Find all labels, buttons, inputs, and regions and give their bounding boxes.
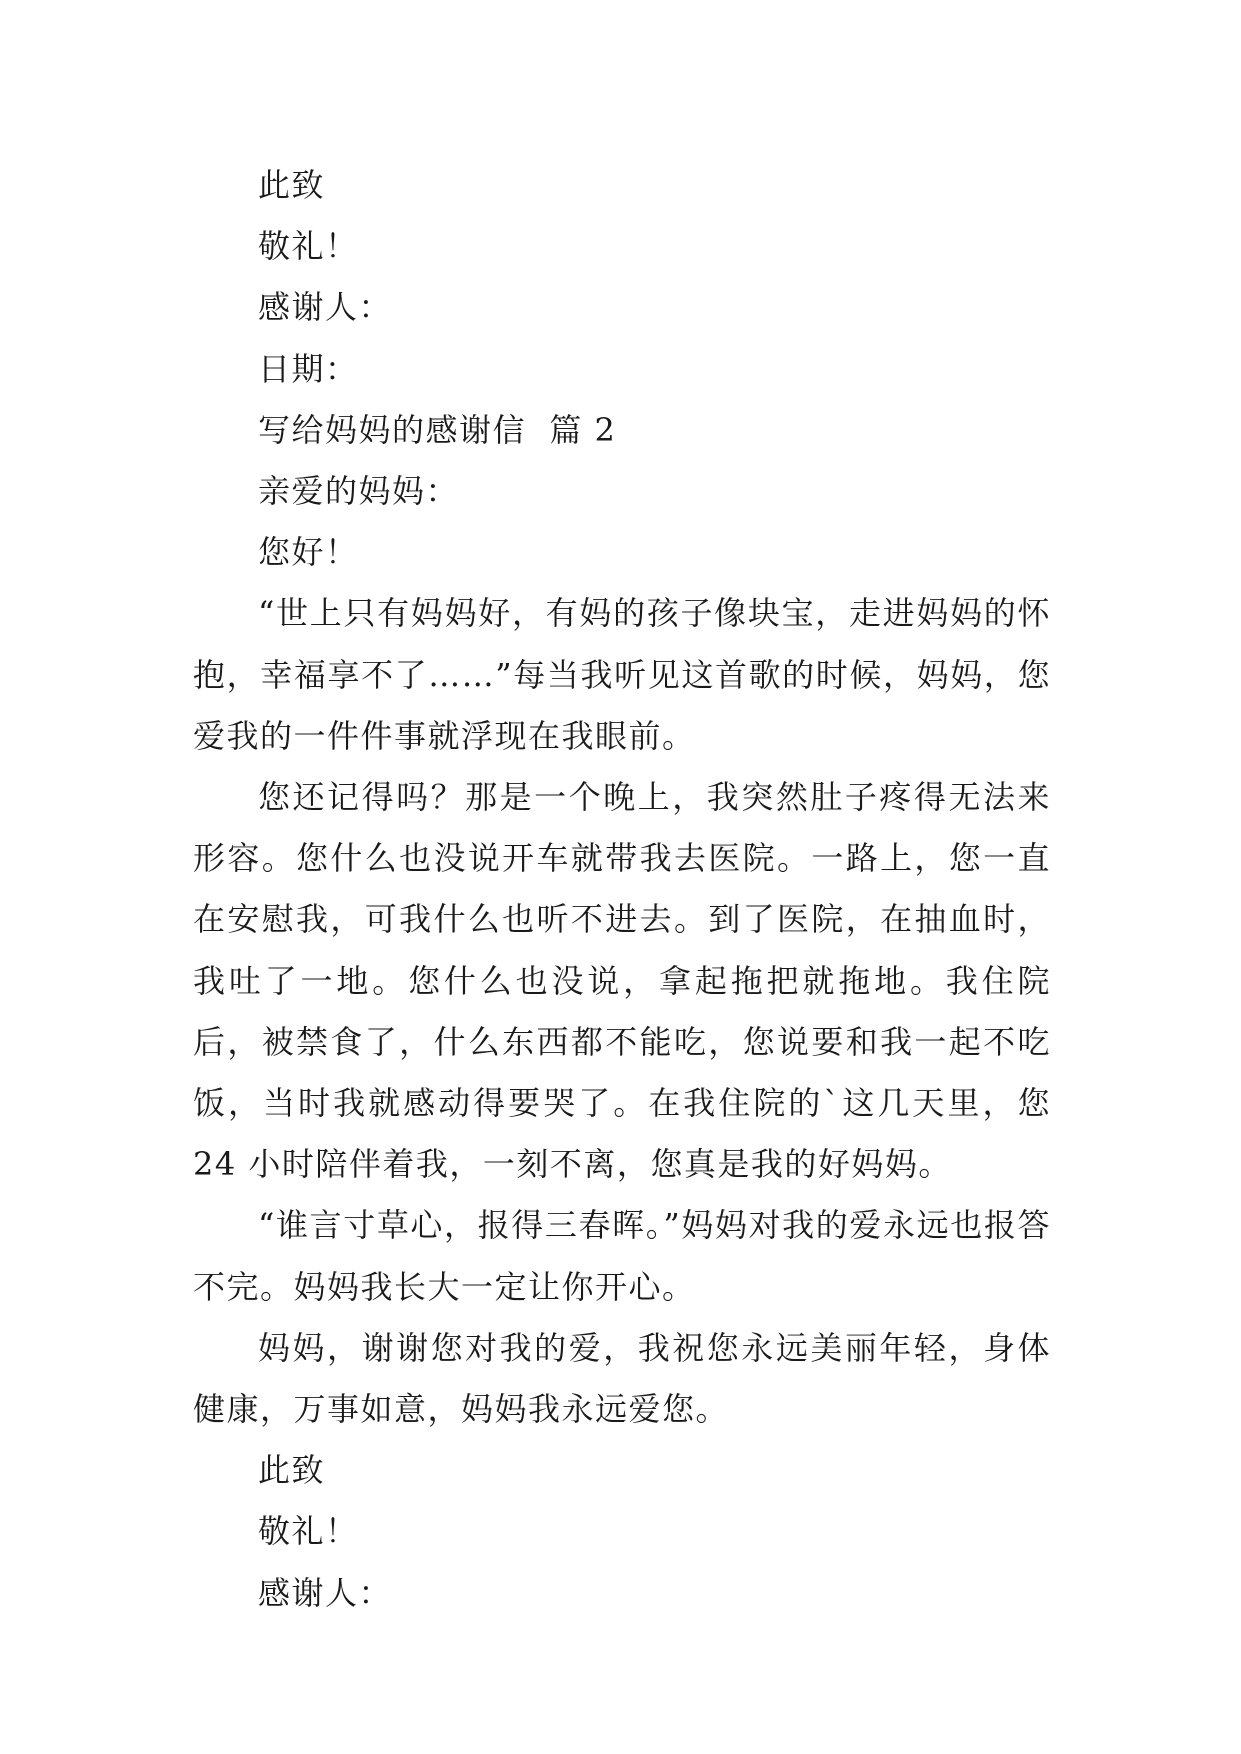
paragraph-thanks: 妈妈，谢谢您对我的爱，我祝您永远美丽年轻，身体健康，万事如意，妈妈我永远爱您。 <box>193 1328 1051 1429</box>
closing-line-cizhi: 此致 <box>258 166 326 204</box>
greeting: 您好！ <box>258 533 359 572</box>
closing-2-line-sender: 感谢人： <box>258 1573 393 1612</box>
closing-2-line-jingli: 敬礼！ <box>258 1512 359 1551</box>
paragraph-hospital: 您还记得吗？那是一个晚上，我突然肚子疼得无法来形容。您什么也没说开车就带我去医院。一路上，您一直在安慰我，可我什么也听不进去。到了医院，在抽血时，我吐了一地。您什么也没说，拿起拖把就拖地。我住院后，被禁食了，什么东西都不能吃，您说要和我一起不吃饭，当时我就感动得要哭了。在我住院的`这几天里，您 24 小时陪伴着我，一刻不离，您真是我的好妈妈。 <box>193 778 1051 1184</box>
salutation: 亲爱的妈妈： <box>258 472 460 511</box>
closing-2-line-cizhi: 此致 <box>258 1451 326 1490</box>
closing-line-date: 日期： <box>258 349 359 388</box>
paragraph-poem: “谁言寸草心，报得三春晖。”妈妈对我的爱永远也报答不完。妈妈我长大一定让你开心。 <box>193 1206 1051 1306</box>
letter-title: 写给妈妈的感谢信 篇 2 <box>258 410 617 449</box>
paragraph-song: “世上只有妈妈好，有妈的孩子像块宝，走进妈妈的怀抱，幸福享不了……”每当我听见这首歌的时候，妈妈，您爱我的一件件事就浮现在我眼前。 <box>193 594 1051 755</box>
closing-line-jingli: 敬礼！ <box>258 227 359 266</box>
letter-body <box>193 155 1051 1624</box>
closing-line-sender: 感谢人： <box>258 288 393 327</box>
